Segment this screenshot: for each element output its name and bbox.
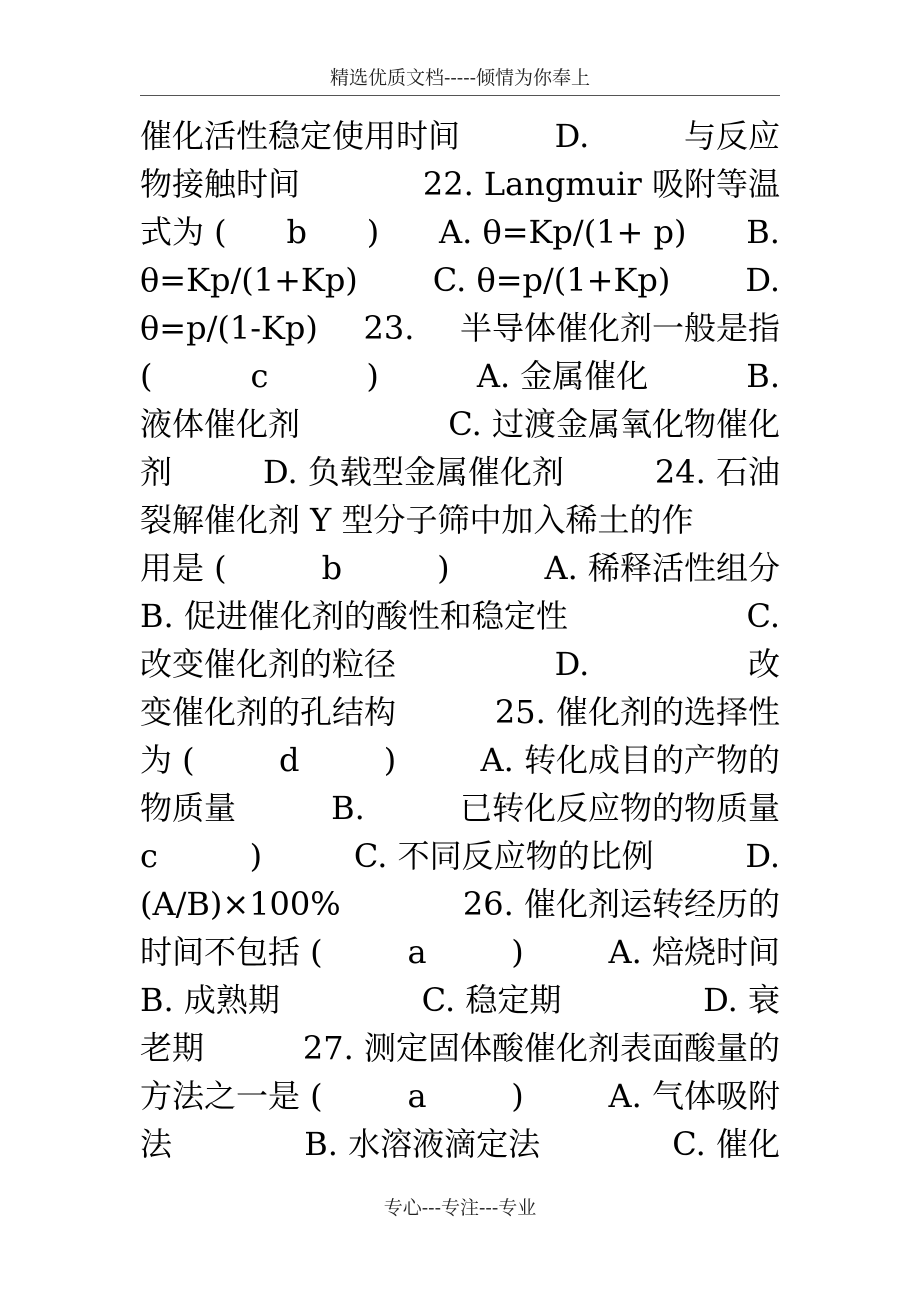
text-segment: D.	[554, 645, 590, 683]
text-segment: 方法之一是 (	[140, 1077, 323, 1115]
text-segment: A. 转化成目的产物的	[480, 741, 780, 779]
text-segment: B. 成熟期	[140, 981, 280, 1019]
text-segment: )	[511, 1077, 524, 1115]
text-segment: 25. 催化剂的选择性	[494, 693, 780, 731]
text-segment: B.	[746, 213, 780, 251]
text-segment: 27. 测定固体酸催化剂表面酸量的	[302, 1029, 780, 1067]
text-segment: 与反应	[683, 117, 780, 155]
text-segment: D.	[745, 261, 780, 299]
text-segment: b	[321, 549, 343, 587]
text-line	[140, 784, 780, 832]
text-segment: A. 金属催化	[476, 357, 649, 395]
text-segment: 改	[747, 645, 780, 683]
text-line	[140, 976, 780, 1024]
text-line	[140, 400, 780, 448]
text-line	[140, 880, 780, 928]
text-segment: 裂解催化剂 Y 型分子筛中加入稀土的作	[140, 501, 694, 539]
text-segment: 式为 (	[140, 213, 227, 251]
text-segment: a	[407, 933, 427, 971]
text-segment: D. 负载型金属催化剂	[263, 453, 564, 491]
text-line	[140, 1024, 780, 1072]
text-line	[140, 160, 780, 208]
text-segment: C. 稳定期	[421, 981, 562, 1019]
text-line	[140, 832, 780, 880]
text-segment: 24. 石油	[654, 453, 780, 491]
text-line	[140, 352, 780, 400]
text-segment: 物接触时间	[140, 165, 301, 203]
text-segment: 改变催化剂的粒径	[140, 645, 397, 683]
text-segment: )	[249, 837, 263, 875]
text-segment: C. 过渡金属氧化物催化	[448, 405, 780, 443]
text-segment: 用是 (	[140, 549, 227, 587]
text-segment: θ=p/(1-Kp)	[140, 309, 318, 347]
text-segment: B. 促进催化剂的酸性和稳定性	[140, 597, 568, 635]
text-segment: )	[366, 213, 380, 251]
text-line	[140, 928, 780, 976]
text-segment: 已转化反应物的物质量	[459, 789, 780, 827]
text-segment: 23.	[363, 309, 415, 347]
text-segment: 液体催化剂	[140, 405, 301, 443]
text-segment: a	[407, 1077, 427, 1115]
text-segment: )	[366, 357, 379, 395]
text-segment: D.	[745, 837, 780, 875]
page-header: 精选优质文档-----倾情为你奉上	[329, 67, 591, 89]
text-line	[140, 256, 780, 304]
text-segment: C. 不同反应物的比例	[353, 837, 654, 875]
text-line	[140, 112, 780, 160]
text-segment: 变催化剂的孔结构	[140, 693, 397, 731]
text-line	[140, 1120, 780, 1168]
text-segment: 为 (	[140, 741, 195, 779]
header-divider	[140, 95, 780, 96]
text-segment: 物质量	[140, 789, 237, 827]
text-line	[140, 304, 780, 352]
text-segment: C. θ=p/(1+Kp)	[432, 261, 671, 299]
text-line	[140, 1072, 780, 1120]
text-line	[140, 544, 780, 592]
text-segment: A. 稀释活性组分	[544, 549, 780, 587]
text-segment: A. 焙烧时间	[608, 933, 780, 971]
text-segment: )	[511, 933, 524, 971]
text-line	[140, 640, 780, 688]
text-line	[140, 208, 780, 256]
text-segment: B. 水溶液滴定法	[304, 1125, 541, 1163]
text-line	[140, 736, 780, 784]
text-segment: 催化活性稳定使用时间	[140, 117, 461, 155]
text-segment: 26. 催化剂运转经历的	[462, 885, 780, 923]
text-segment: (	[140, 357, 153, 395]
text-segment: 老期	[140, 1029, 205, 1067]
text-segment: A. 气体吸附	[608, 1077, 780, 1115]
text-segment: 22. Langmuir 吸附等温	[422, 165, 780, 203]
text-line	[140, 448, 780, 496]
text-segment: D.	[554, 117, 590, 155]
text-segment: d	[278, 741, 300, 779]
text-segment: B.	[746, 357, 780, 395]
text-segment: 剂	[140, 453, 173, 491]
text-segment: 时间不包括 (	[140, 933, 323, 971]
text-segment: B.	[331, 789, 365, 827]
text-segment: C. 催化	[672, 1125, 780, 1163]
text-line	[140, 688, 780, 736]
text-segment: )	[437, 549, 450, 587]
text-segment: b	[286, 213, 307, 251]
text-segment: (A/B)×100%	[140, 885, 341, 923]
page-footer: 专心---专注---专业	[383, 1197, 537, 1219]
text-segment: C.	[746, 597, 780, 635]
text-segment: c	[250, 357, 269, 395]
text-segment: c	[140, 837, 158, 875]
text-segment: A. θ=Kp/(1+ p)	[438, 213, 687, 251]
document-body	[140, 112, 780, 1168]
text-segment: 半导体催化剂一般是指	[459, 309, 780, 347]
text-line	[140, 592, 780, 640]
text-segment: D. 衰	[703, 981, 780, 1019]
text-segment: )	[383, 741, 397, 779]
text-line	[140, 496, 780, 544]
text-segment: 法	[140, 1125, 173, 1163]
text-segment: θ=Kp/(1+Kp)	[140, 261, 358, 299]
